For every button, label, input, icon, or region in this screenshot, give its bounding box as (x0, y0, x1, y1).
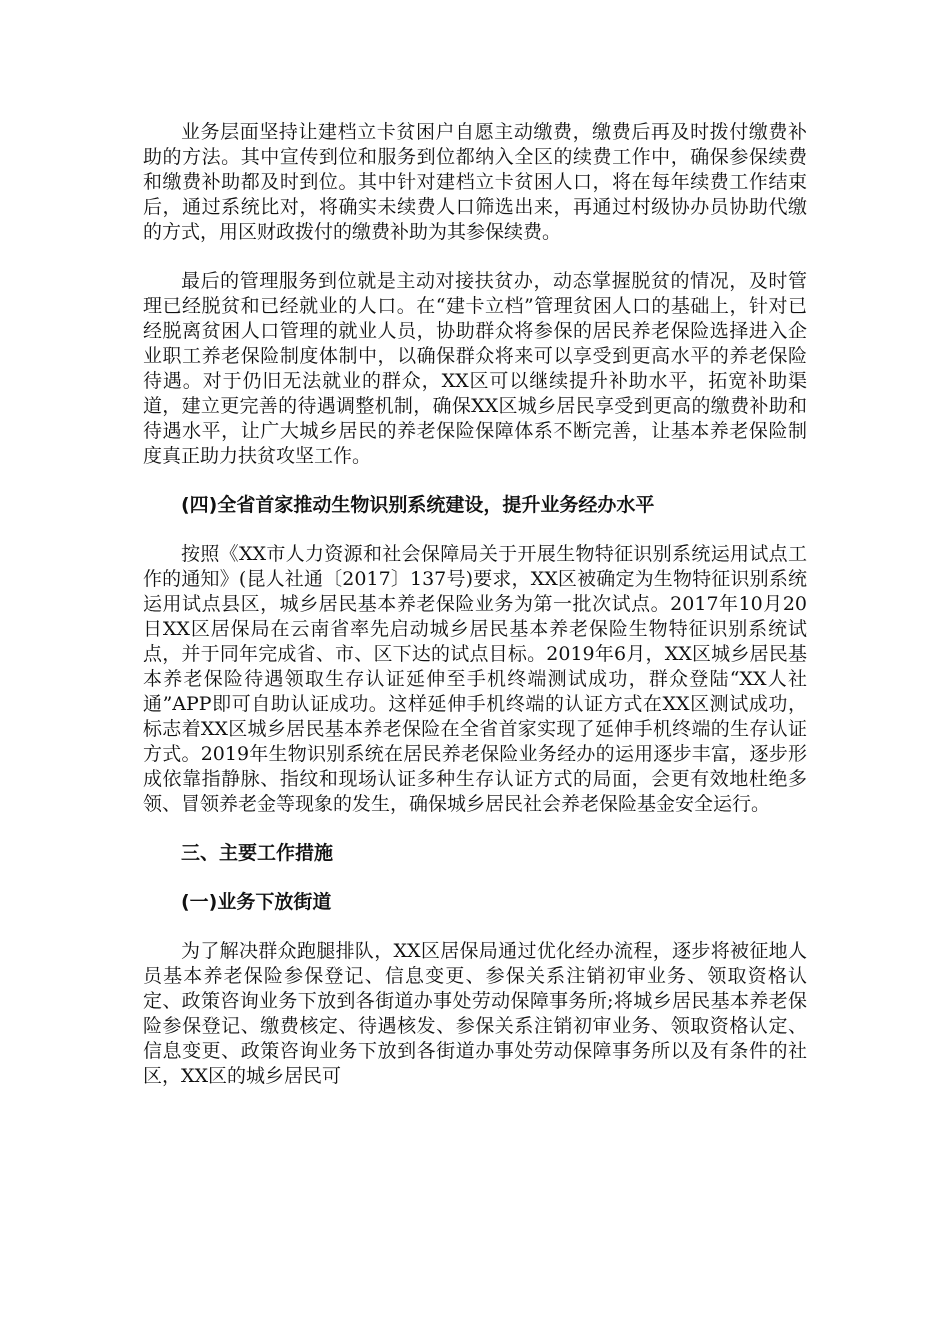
paragraph-biometric-pilot: 按照《XX市人力资源和社会保障局关于开展生物特征识别系统运用试点工作的通知》(昆人社通〔2017〕137号)要求，XX区被确定为生物特征识别系统运用试点县区，城乡居民基本养老保险业务为第一批次试点。2017年10月20日XX区居保局在云南省率先启动城乡居民基本养老保险生物特征识别系统试点，并于同年完成省、市、区下达的试点目标。2019年6月，XX区城乡居民基本养老保险待遇领取生存认证延伸至手机终端测试成功，群众登陆“XX人社通”APP即可自助认证成功。这样延伸手机终端的认证方式在XX区测试成功，标志着XX区城乡居民基本养老保险在全省首家实现了延伸手机终端的生存认证方式。2019年生物识别系统在居民养老保险业务经办的运用逐步丰富，逐步形成依靠指静脉、指纹和现场认证多种生存认证方式的局面，会更有效地杜绝多领、冒领养老金等现象的发生，确保城乡居民社会养老保险基金安全运行。 (143, 543, 807, 815)
section-heading-biometric: (四)全省首家推动生物识别系统建设，提升业务经办水平 (181, 494, 655, 516)
paragraph-contribution-subsidy: 业务层面坚持让建档立卡贫困户自愿主动缴费，缴费后再及时拨付缴费补助的方法。其中宣传到位和服务到位都纳入全区的续费工作中，确保参保续费和缴费补助都及时到位。其中针对建档立卡贫困人口，将在每年续费工作结束后，通过系统比对，将确实未续费人口筛选出来，再通过村级协办员协助代缴的方式，用区财政拨付的缴费补助为其参保续费。 (143, 121, 807, 243)
section-heading-main-measures: 三、主要工作措施 (181, 842, 334, 864)
document-body (143, 120, 807, 1113)
paragraph-management-service: 最后的管理服务到位就是主动对接扶贫办，动态掌握脱贫的情况，及时管理已经脱贫和已经就业的人口。在“建卡立档”管理贫困人口的基础上，针对已经脱离贫困人口管理的就业人员，协助群众将参保的居民养老保险选择进入企业职工养老保险制度体制中，以确保群众将来可以享受到更高水平的养老保险待遇。对于仍旧无法就业的群众，XX区可以继续提升补助水平，拓宽补助渠道，建立更完善的待遇调整机制，确保XX区城乡居民享受到更高的缴费补助和待遇水平，让广大城乡居民的养老保险保障体系不断完善，让基本养老保险制度真正助力扶贫攻坚工作。 (143, 270, 807, 467)
subsection-heading-street-delegation: (一)业务下放街道 (181, 891, 332, 913)
paragraph-street-delegation: 为了解决群众跑腿排队，XX区居保局通过优化经办流程，逐步将被征地人员基本养老保险参保登记、信息变更、参保关系注销初审业务、领取资格认定、政策咨询业务下放到各街道办事处劳动保障事务所;将城乡居民基本养老保险参保登记、缴费核定、待遇核发、参保关系注销初审业务、领取资格认定、信息变更、政策咨询业务下放到各街道办事处劳动保障事务所以及有条件的社区，XX区的城乡居民可 (143, 940, 807, 1087)
